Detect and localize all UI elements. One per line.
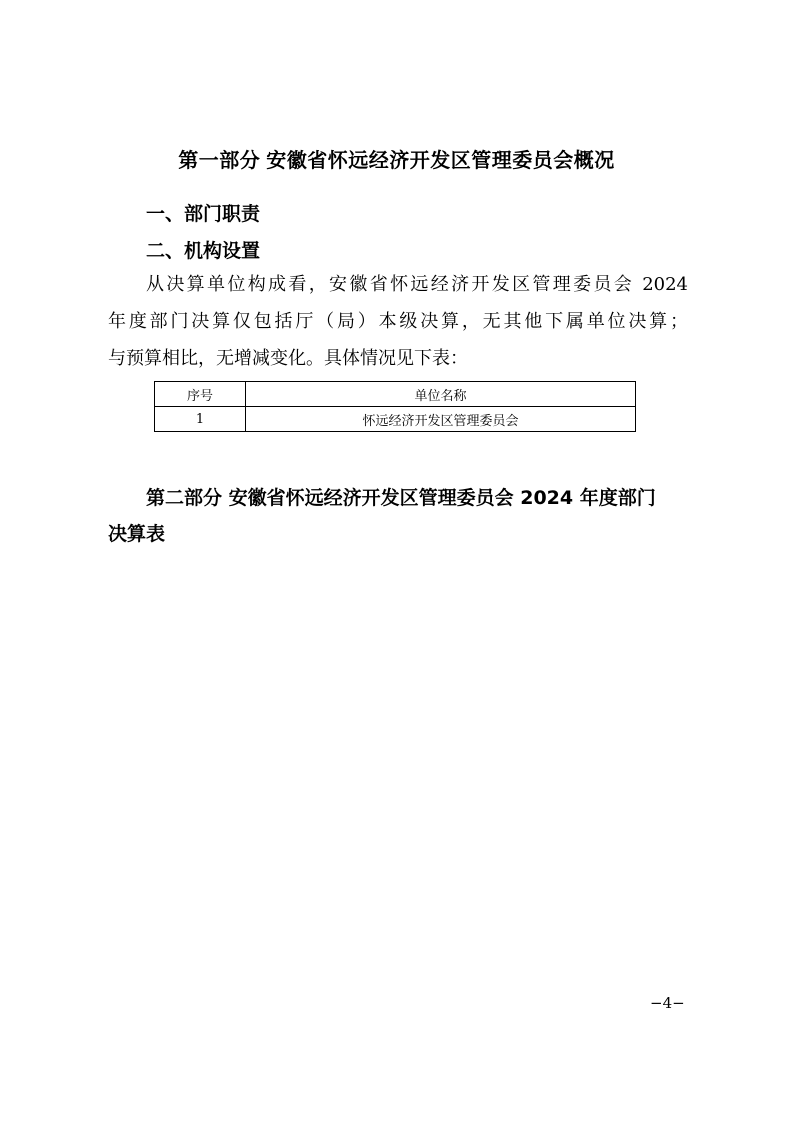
table-header-row (155, 382, 636, 407)
table-header-serial: 序号 (155, 382, 246, 407)
section-heading-duties: 一、部门职责 (146, 203, 261, 225)
section-heading-organization: 二、机构设置 (146, 240, 261, 262)
part-two-heading (108, 480, 708, 552)
paragraph-line-3: 与预算相比，无增减变化。具体情况见下表： (108, 348, 468, 369)
unit-table (154, 381, 636, 432)
table-header-unit-name: 单位名称 (246, 382, 636, 407)
title-text: 安徽省怀远经济开发区管理委员会概况 (266, 148, 615, 172)
paragraph-line-2: 年度部门决算仅包括厅（局）本级决算，无其他下属单位决算； (108, 311, 688, 332)
table-cell-serial: 1 (155, 407, 246, 432)
title-part-label: 第一部分 (178, 148, 261, 172)
part-two-line-2: 决算表 (108, 523, 166, 545)
page-title (0, 144, 793, 173)
page-number: −4− (650, 994, 685, 1012)
table-cell-unit-name: 怀远经济开发区管理委员会 (246, 407, 636, 432)
paragraph-line-1: 从决算单位构成看，安徽省怀远经济开发区管理委员会 2024 (146, 274, 688, 295)
table-row (155, 407, 636, 432)
part-two-line-1: 第二部分 安徽省怀远经济开发区管理委员会 2024 年度部门 (146, 487, 656, 509)
